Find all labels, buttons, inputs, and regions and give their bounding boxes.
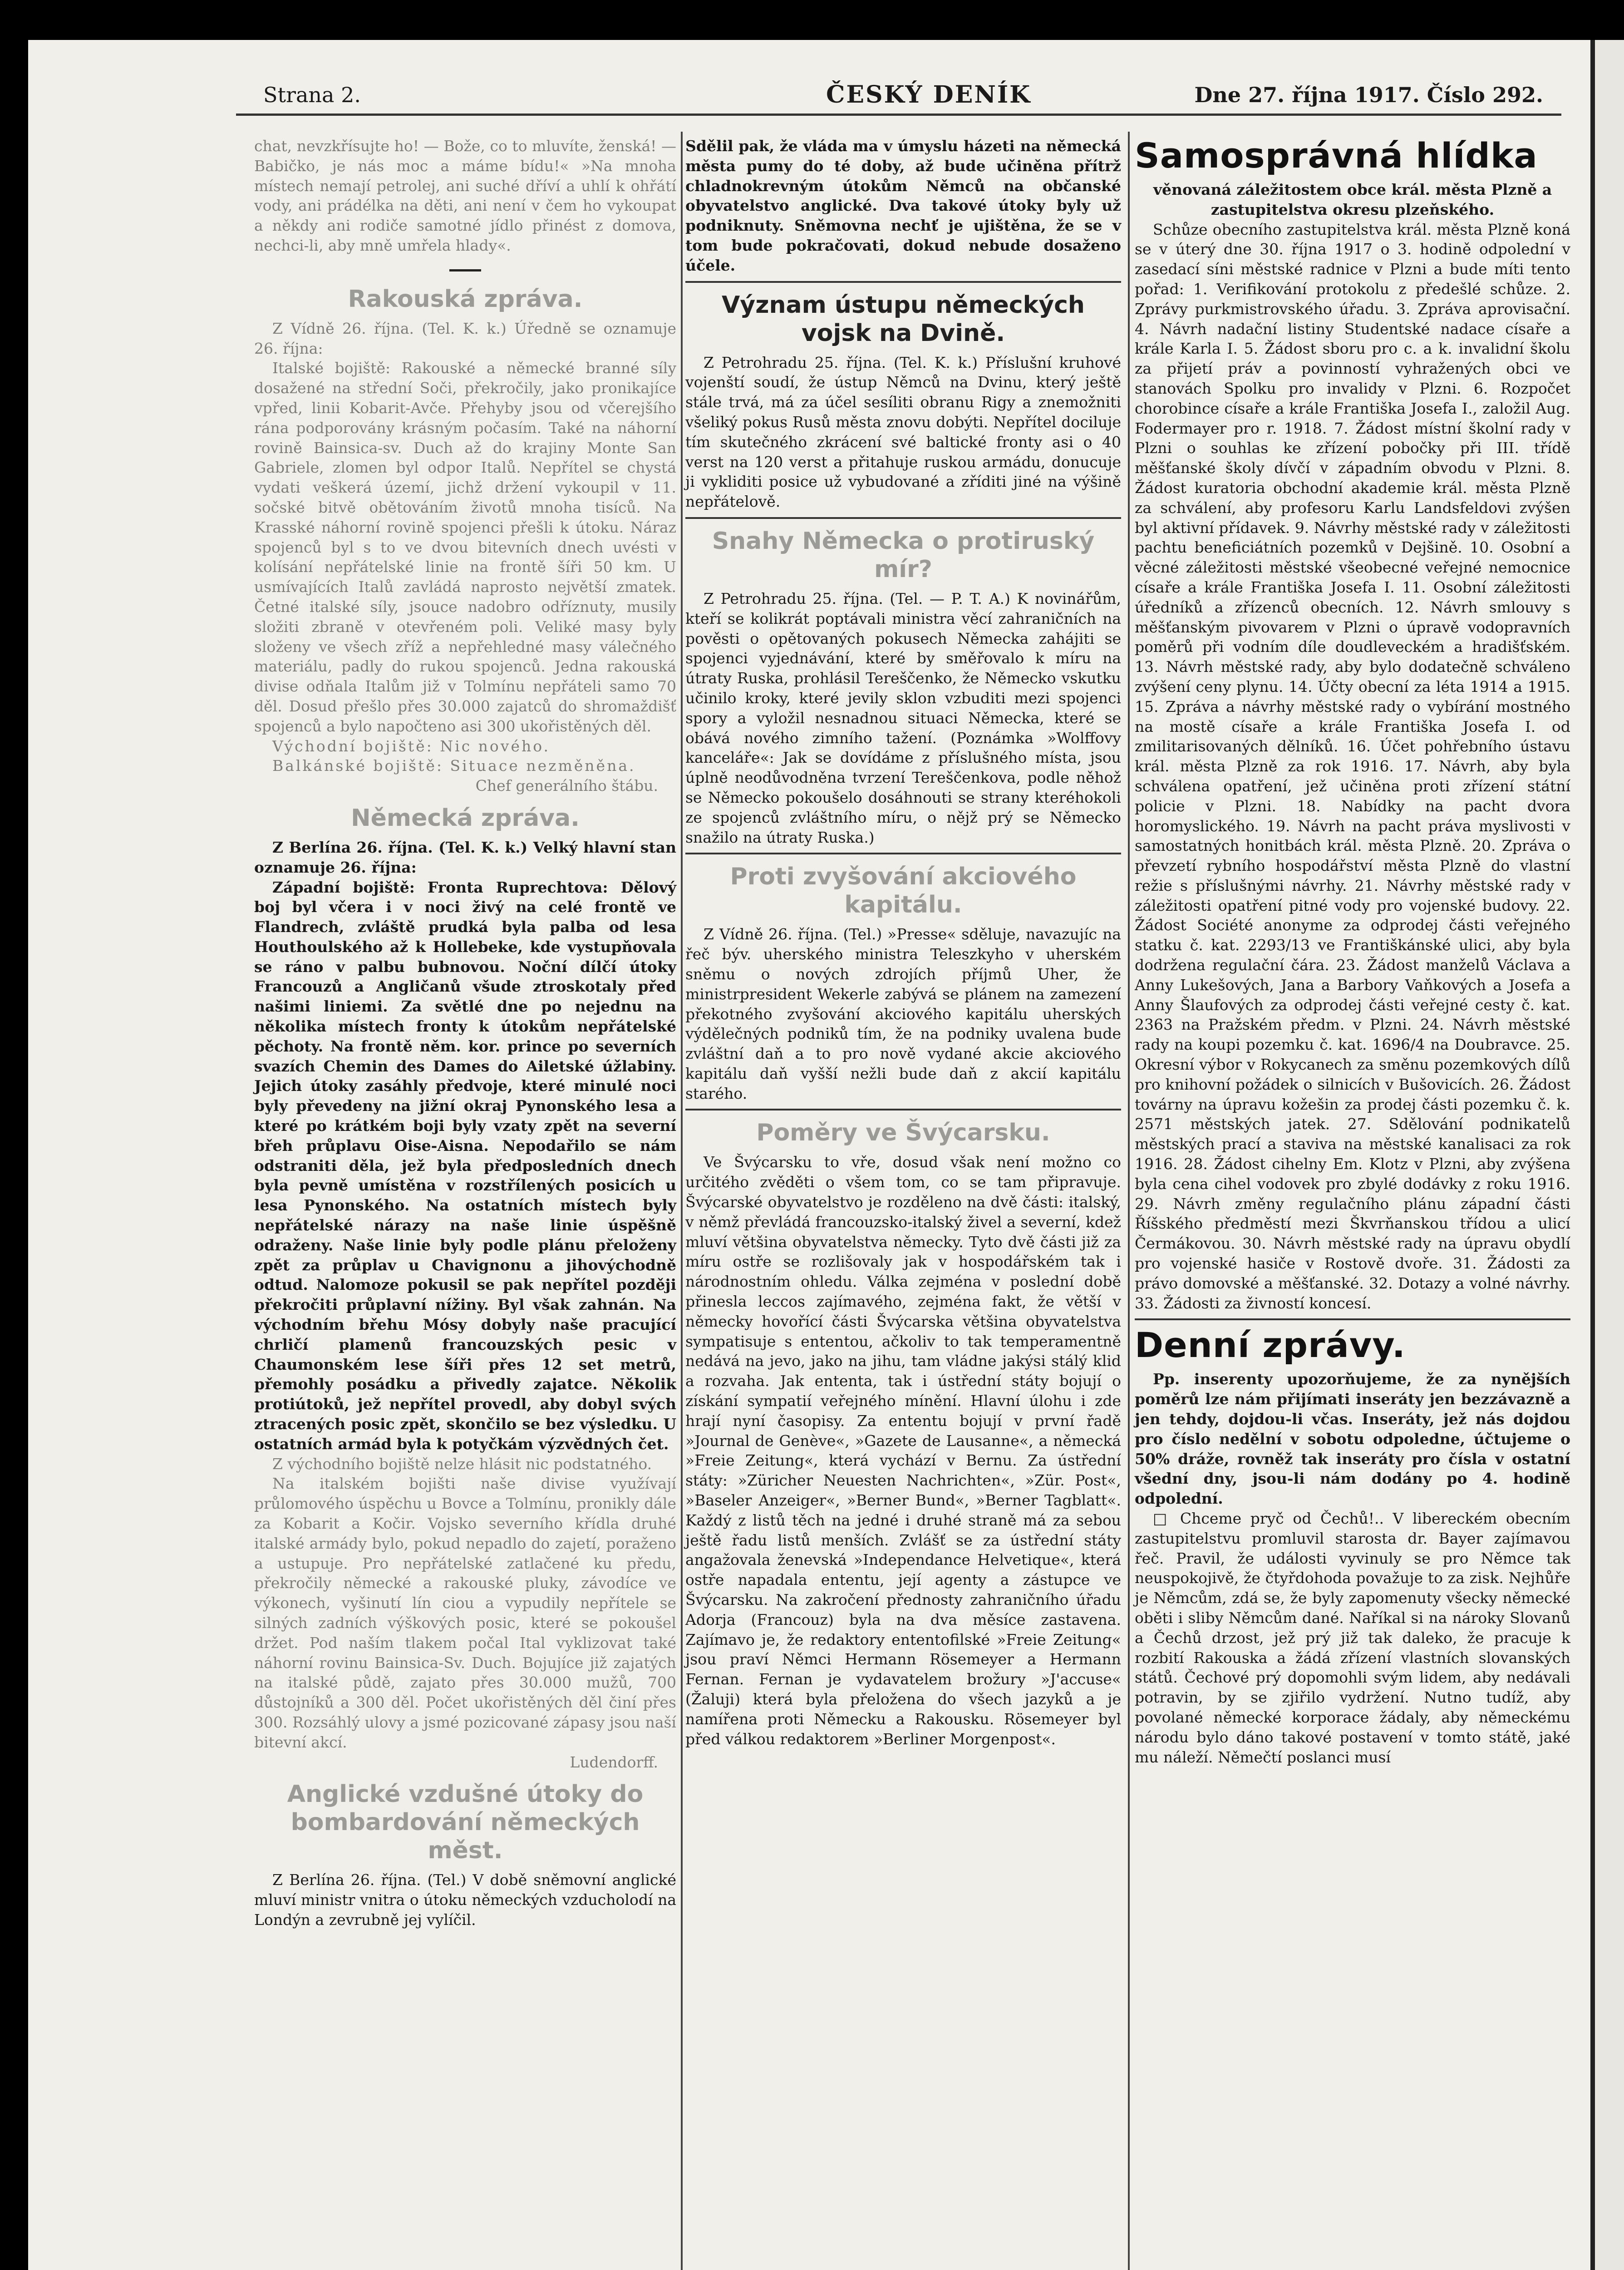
column-2	[685, 136, 1121, 1749]
column-3	[1135, 136, 1570, 1767]
article-continuation: chat, nevzkřísujte ho! — Bože, co to mluvíte, ženská! — Babičko, je nás moc a máme bídu!« »Na mnoha místech nemají petrolej, ani suché dříví a uhlí k ohřátí vody, ani prádélka na děti, ani není v čem ho vykoupat a někdy ani rodiče samotné jídlo přinést z domova, nechci-li, aby mně umřela hlady«.	[254, 137, 676, 254]
paragraph: Z východního bojiště nelze hlásit nic podstatného.	[272, 1455, 652, 1473]
paragraph: Italské bojiště: Rakouské a německé branné síly dosažené na střední Soči, překročily, jako pronikajíce vpřed, linii Kobarit-Avče. Přehyby jsou od včerejšího rána podporovány krásným počasím. Také na náhorní rovině Bainsica-sv. Duch až do krajiny Monte San Gabriele, zlomen byl odpor Italů. Nepřítel se chystá vydati veškerá území, jichž držení vykoupil v 11. sočské bitvě obětováním životů mnoha tisíců. Na Krasské náhorní rovině spojenci přešli k útoku. Náraz spojenců byl s to ve dvou bitevních dnech uvésti v kolísání nepřátelské linie na frontě šíři 50 km. U usmívajících Italů zavládá naprosto největší zmatek. Četné italské síly, jsouce nadobro odříznuty, musily složiti zbraně v otevřeném poli. Veliké masy byly složeny ve všech zříž a nepřehledné masy válečného materiálu, padly do rukou spojenců. Jedna rakouská divise odňala Italům již v Tolmínu nepřáteli samo 70 děl. Dosud přešlo přes 30.000 zajatců do shromaždišť spojenců a bylo napočteno asi 300 ukořistěných děl.	[254, 359, 676, 735]
section-subtitle: věnovaná záležitostem obce král. města Plzně a zastupitelstva okresu plzeňského.	[1153, 181, 1552, 218]
paragraph: Z Petrohradu 25. října. (Tel. K. k.) Příslušní kruhové vojenští soudí, že ústup Němců na Dvinu, který ještě stále trvá, má za účel sesíliti obranu Rigy a znemožniti všeliký pokus Rusů města znovu dobýti. Nepřítel dociluje tím skutečného zkrácení své baltické fronty asi o 40 verst na 120 verst a přitahuje ruskou armádu, donucuje ji vykliditi posice už vybudované a zříditi jiné na výšině nepřátelově.	[685, 353, 1121, 511]
paragraph: Západní bojiště: Fronta Ruprechtova: Dělový boj byl včera i v noci živý na celé frontě ve Flandrech, zvláště prudká byla palba od lesa Houthoulského až k Hollebeke, kde vystupňovala se ráno v palbu bubnovou. Noční dílčí útoky Francouzů a Angličanů všude ztroskotaly před našimi liniemi. Za světlé dne po nejednu na několika místech fronty k útokům nepřátelské pěchoty. Na frontě něm. kor. prince po severních svazích Chemin des Dames do Ailetské úžlabiny. Jejich útoky zasáhly předvoje, které minulé noci byly převedeny na jižní okraj Pynonského lesa a které po krátkém boji byly vzaty zpět na severní břeh průplavu Oise-Aisna. Nepodařilo se nám odstraniti děla, jež byla předposledních dnech byla pevně umístěna v rozstřílených posicích u lesa Pynonského. Na ostatních místech byly nepřátelské nárazy na naše linie úspěšně odraženy. Naše linie byly podle plánu přeloženy zpět za průplav u Chavignonu a jihovýchodně odtud. Nalomoze pokusil se pak nepřítel později překročiti průplavní nížiny. Byl však zahnán. Na východním břehu Mósy dobyly naše pracující chrličí plamenů francouzských pesic v Chaumonském lese šíři přes 12 set metrů, přemohly posádku a přivedly zajatce. Několik protiútoků, jež nepřítel provedl, aby dobyl svých ztracených posic zpět, skončilo se bez výsledku. U ostatních armád byla k potyčkám výzvědných čet.	[254, 878, 676, 1453]
paragraph: Balkánské bojiště: Situace nezměněna.	[272, 757, 636, 775]
article-title: Snahy Německa o protiruský mír?	[712, 527, 1095, 583]
article-title: Poměry ve Švýcarsku.	[756, 1119, 1050, 1147]
adjacent-page-edge	[1590, 40, 1624, 2270]
paragraph: Na italském bojišti naše divise využívají průlomového úspěchu u Bovce a Tolmínu, pronikly dále za Kobarit a Kočir. Vojsko severního křídla druhé italské armády bylo, pokud nepadlo do zajetí, poraženo a ustupuje. Pro nepřátelské zatlačené ku předu, překročily německé a rakouské pluky, závodíce ve výkonech, vyšinutí lín ciou a vypudily nepřítele se silných zadních výškových posic, které se pokoušel držet. Pod naším tlakem počal Ital vyklizovat také náhorní rovinu Bainsica-Sv. Duch. Bojujíce již zajatých na italské půdě, zajato přes 30.000 mužů, 700 důstojníků a 300 děl. Počet ukořistěných děl činí přes 300. Rozsáhlý ulovy a jsmé pozicované zápasy jsou naší bitevní akcí.	[254, 1475, 676, 1751]
article-title: Proti zvyšování akciového kapitálu.	[730, 863, 1077, 919]
date-issue: Dne 27. října 1917. Číslo 292.	[1194, 83, 1543, 107]
divider	[449, 269, 481, 271]
paragraph: Schůze obecního zastupitelstva král. města Plzně koná se v úterý dne 30. října 1917 o 3. hodině odpolední v zasedací síni městské radnice v Plzni a bude míti tento pořad: 1. Verifikování protokolu z předešlé schůze. 2. Zprávy purkmistrovského úřadu. 3. Zpráva aprovisační. 4. Návrh nadační listiny Studentské nadace císaře a krále Karla I. 5. Žádost sboru pro c. a k. invalidní školu za přijetí práv a povinností vyhražených obci ve stanovách Spolku pro invalidy v Plzni. 6. Rozpočet chorobince císaře a krále Františka Josefa I., založil Aug. Fodermayer pro r. 1918. 7. Žádost místní školní rady v Plzni o souhlas ke zřízení pobočky při III. třídě měšťanské školy dívčí v západním obvodu v Plzni. 8. Žádost kuratoria obchodní akademie král. města Plzně za schválení, aby profesoru Karlu Landsfeldovi zvýšen byl aktivní přídavek. 9. Návrhy městské rady v záležitosti pachtu beneficiátních pozemků v Dejšině. 10. Osobní a věcné záležitosti městské všeobecné veřejné nemocnice císaře a krále Františka Josefa I. 11. Osobní záležitosti úředníků a zřízenců obecních. 12. Návrh smlouvy s měšťanským pivovarem v Plzni o úpravě vodopravních poměrů při vodním díle doudleveckém a hradišťském. 13. Návrh městské rady, aby bylo dodatečně schváleno zvýšení ceny plynu. 14. Účty obecní za léta 1914 a 1915. 15. Zpráva a návrhy městské rady o vybírání mostného na mostě císaře a krále Františka Josefa I. od zmilitarisovaných dělníků. 16. Účet pohřebního ústavu král. města Plzně za rok 1916. 17. Návrh, aby byla schválena opatření, jež učiněna proti zřízení státní policie v Plzni. 18. Nabídky na pacht dvora horomyslického. 19. Návrh na pacht práva myslivosti v samostatných honitbách král. města Plzně. 20. Zpráva o převzetí rybního hospodářství města Plzně do vlastní režie s příslušnými návrhy. 21. Návrhy městské rady v záležitosti opatření pitné vody pro vojenské budovy. 22. Žádost Société anonyme za odprodej části veřejného statku č. kat. 2293/13 ve Františkánské ulici, aby byla dodržena regulační čára. 23. Žádost manželů Václava a Anny Lukešových, Jana a Barbory Vaňkových a Josefa a Anny Šlaufových za odprodej části veřejné cesty č. kat. 2363 na Pražském předm. v Plzni. 24. Návrh městské rady na koupi pozemku č. kat. 1696/4 na Doubravce. 25. Okresní výbor v Rokycanech za směnu pozemkových dílů pro knihovní požádek o silnicích v Bušovicích. 26. Žádost továrny na úpravu kožešin za prodej části pozemku č. k. 2571 městských jatek. 27. Sdělování podnikatelů městských prací a staviva na městské kanalisaci za rok 1916. 28. Žádost cihelny Em. Klotz v Plzni, aby zvýšena byla cena cihel vodovek pro zbylé dodávky z roku 1916. 29. Návrh změny regulačního plánu západní části Říšského předměstí mezi Škvrňanskou třídou a ulicí Čermákovou. 30. Návrh městské rady na úpravu obydlí pro vojenské hasiče v Rostově dvoře. 31. Žádosti za právo domovské a měšťanské. 32. Dotazy a volné návrhy. 33. Žádosti za živností koncesí.	[1135, 220, 1570, 1312]
page-header	[236, 77, 1561, 116]
column-divider	[681, 132, 683, 2270]
paragraph: Z Vídně 26. října. (Tel.) »Presse« sděluje, navazujíc na řeč býv. uherského ministra Teleszkyho v uherském sněmu o nových zdrojích příjmů Uher, že ministrpresident Wekerle zabývá se plánem na zamezení překotného zvyšování akciového kapitálu uherských výdělečných podniků tím, že na podniky uvalena bude zvláštní daň a to pro nově vydané akcie akciového kapitálu daň vyšší nežli bude daň z akcií kapitálu starého.	[685, 925, 1121, 1102]
paragraph: Východní bojiště: Nic nového.	[272, 737, 550, 755]
divider	[1135, 1318, 1570, 1320]
column-divider	[1128, 132, 1130, 2270]
paragraph: □ Chceme pryč od Čechů!.. V libereckém obecním zastupitelstvu promluvil starosta dr. Bayer zajímavou řeč. Pravil, že události vyvinuly se pro Němce tak neuspokojivě, že čtyřdohoda považuje to za zisk. Nejhůře je Němcům, zdá se, že byly zapomenuty všecky německé oběti i sliby Němcům dané. Naříkal si na nároky Slovanů a Čechů drzost, jež prý již tak daleko, že pracuje k rozbití Rakouska a žádá zřízení vlastních slovanských států. Čechové prý dopomohli svým lidem, aby nedávali potravin, by se zjiřilo vydržení. Nutno tudíž, aby povolané německé korporace žádaly, aby německému národu bylo dáno takové postavení v tomto státě, jaké mu náleží. Němečtí poslanci musí	[1135, 1510, 1570, 1766]
paragraph: Ve Švýcarsku to vře, dosud však není možno co určitého zvěděti o všem tom, co se tam připravuje. Švýcarské obyvatelstvo je rozděleno na dvě části: italský, v němž převládá francouzsko-italský živel a severní, kdež mluví většina obyvatelstva německy. Tyto dvě části již za míru ostře se rozlišovaly jak v hospodářském tak i národnostním ohledu. Válka zejména v poslední době přinesla leccos zajímavého, zejména fakt, že větší v německy hovořící části Švýcarska většina obyvatelstva sympatisuje s ententou, ačkoliv to tak temperamentně nedává na jevo, jako na jihu, tam vládne jakýsi stálý klid a rozvaha. Jak ententa, tak i ústřední státy bojují o získání sympatií veřejného mínění. Hlavní úlohu i zde hrají nyní časopisy. Za ententu bojují v první řadě »Journal de Genève«, »Gazete de Lausanne«, a německá »Freie Zeitung«, která vychází v Bernu. Za ústřední státy: »Züricher Neuesten Nachrichten«, »Zür. Post«, »Baseler Anzeiger«, »Berner Bund«, »Berner Tagblatt«. Každý z listů těch na jedné i druhé straně má za sebou ještě řadu listů menších. Zvlášť se za ústřední státy angažovala ženevská »Independance Helvetique«, která ostře napadala ententu, její agenty a zástupce ve Švýcarsku. Na zakročení přednosty zahraničního úřadu Adorja (Francouz) byla na dva měsíce zastavena. Zajímavo je, že redaktory ententofilské »Freie Zeitung« jsou praví Němci Hermann Rösemeyer a Hermann Fernan. Fernan je vydavatelem brožury »J'accuse« (Žaluji) která byla přeložena do všech jazyků a je namířena proti Německu a Rakousku. Rösemeyer byl před válkou redaktorem »Berliner Morgenpost«.	[685, 1153, 1121, 1748]
section-title: Samosprávná hlídka	[1135, 135, 1538, 176]
paragraph: Pp. inserenty upozorňujeme, že za nynějších poměrů lze nám přijímati inseráty jen bezzávazně a jen tehdy, dojdou-li včas. Inseráty, jež nás dojdou pro číslo nedělní v sobotu odpoledne, účtujeme o 50% dráže, rovněž tak inseráty pro čísla v ostatní všední dny, jsou-li nám dodány po 4. hodině odpolední.	[1135, 1370, 1570, 1508]
dateline: Z Vídně 26. října. (Tel. K. k.) Úředně se oznamuje 26. října:	[254, 319, 676, 357]
page-number: Strana 2.	[263, 83, 361, 107]
divider	[685, 281, 1121, 283]
article-title: Význam ústupu německých vojsk na Dvině.	[722, 291, 1085, 347]
masthead: ČESKÝ DENÍK	[826, 81, 1032, 109]
article-title: Rakouská zpráva.	[348, 285, 583, 313]
dateline: Z Berlína 26. října. (Tel. K. k.) Velký hlavní stan oznamuje 26. října:	[254, 838, 676, 876]
divider	[685, 853, 1121, 854]
article-title: Německá zpráva.	[351, 804, 580, 832]
signature: Ludendorff.	[570, 1753, 658, 1771]
signature: Chef generálního štábu.	[475, 777, 658, 795]
section-title: Denní zprávy.	[1135, 1325, 1406, 1366]
article-title: Anglické vzdušné útoky do bombardování německých měst.	[287, 1781, 644, 1865]
paragraph: Z Petrohradu 25. října. (Tel. — P. T. A.) K novinářům, kteří se kolikrát poptávali ministra věcí zahraničních na pověsti o opětovaných pokusech Německa zahájiti se spojenci vyjednávání, které by směřovalo k míru na útraty Ruska, prohlásil Tereščenko, že Německo vskutku učinilo kroky, které jevily sklon vzbuditi mezi spojenci spory a vyložil nesnadnou situaci Německa, které se obává nového zimního tažení. (Poznámka »Wolffovy kanceláře«: Jak se dovídáme z příslušného místa, jsou úplně neodůvodněna tvrzení Tereščenkova, podle něhož se Německo pokoušelo dosáhnouti se strany kteréhokoli ze spojenců zvláštního míru, o nějž prý se Německo snažilo na útraty Ruska.)	[685, 589, 1121, 846]
column-1	[254, 136, 676, 1930]
article-continuation: Sdělil pak, že vláda ma v úmyslu házeti na německá města pumy do té doby, až bude učiněna přítrž chladnokrevným útokům Němců na občanské obyvatelstvo anglické. Dva takové útoky byly už podniknuty. Sněmovna nechť je ujištěna, že se v tom bude pokračovati, dokud nebude dosaženo účele.	[685, 137, 1121, 274]
paragraph: Z Berlína 26. října. (Tel.) V době sněmovní anglické mluví ministr vnitra o útoku německých vzducholodí na Londýn a zevrubně jej vylíčil.	[254, 1871, 676, 1929]
divider	[685, 1109, 1121, 1110]
divider	[685, 517, 1121, 519]
